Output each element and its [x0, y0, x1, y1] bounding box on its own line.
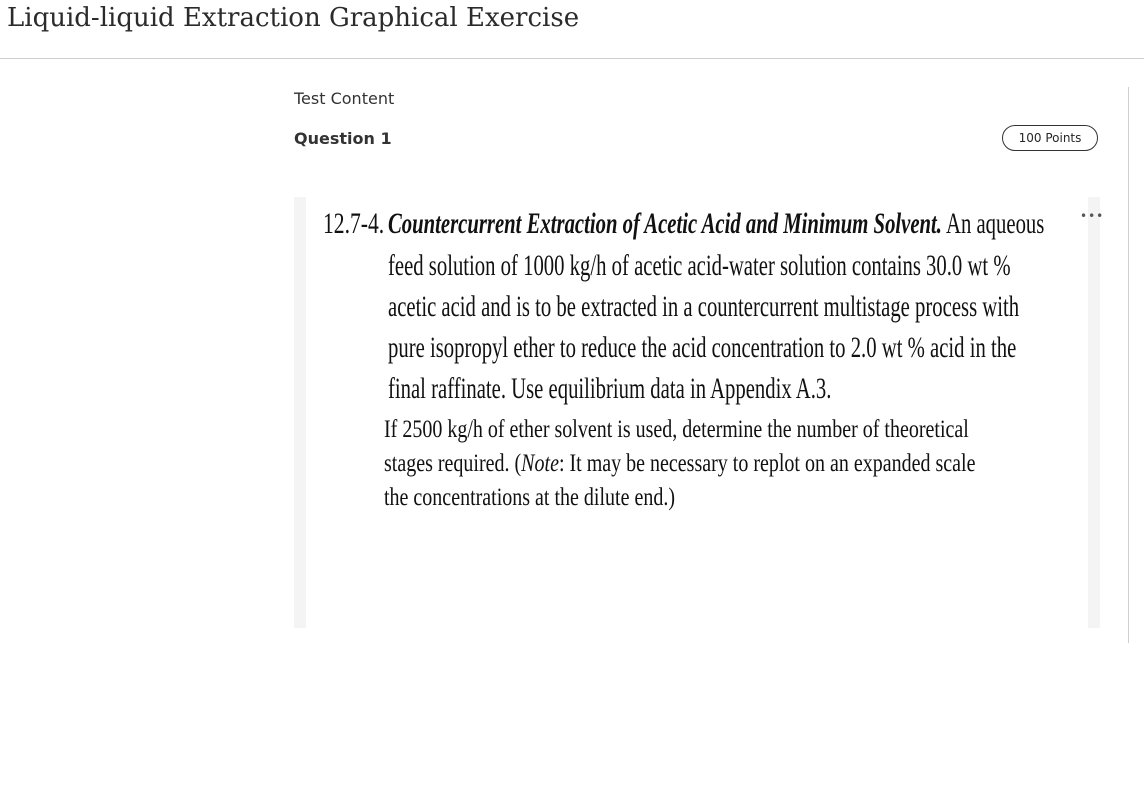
problem-line-4: pure isopropyl ether to reduce the acid concentration to 2.0 wt % acid in the	[388, 331, 1017, 364]
problem-line-7-end: : It may be necessary to replot on an expanded scale	[558, 450, 976, 477]
problem-line-3: acetic acid and is to be extracted in a countercurrent multistage process with	[388, 290, 1020, 323]
question-label: Question 1	[294, 129, 392, 148]
content-divider	[1128, 87, 1129, 643]
more-horizontal-icon[interactable]: •••	[1080, 209, 1105, 223]
problem-note-label: Note	[521, 450, 559, 477]
problem-line-1	[388, 207, 1044, 241]
problem-number: 12.7-4.	[323, 207, 385, 240]
problem-line-6: If 2500 kg/h of ether solvent is used, determine the number of theoretical	[384, 416, 969, 443]
problem-line-7-start: stages required. (	[384, 450, 522, 477]
problem-line-5: final raffinate. Use equilibrium data in Appendix A.3.	[388, 372, 832, 405]
problem-line-2: feed solution of 1000 kg/h of acetic acid-water solution contains 30.0 wt %	[388, 249, 1011, 282]
section-label: Test Content	[294, 89, 395, 108]
question-body	[294, 197, 1105, 628]
problem-title: Countercurrent Extraction of Acetic Acid and Minimum Solvent.	[388, 207, 942, 240]
points-badge: 100 Points	[1002, 125, 1098, 151]
problem-line-7	[384, 450, 975, 478]
problem-line-8: the concentrations at the dilute end.)	[384, 484, 676, 511]
problem-line-1-text: An aqueous	[941, 207, 1045, 240]
problem-image	[306, 197, 1105, 628]
page-title: Liquid-liquid Extraction Graphical Exercise	[7, 3, 580, 33]
page-header	[0, 0, 1144, 59]
